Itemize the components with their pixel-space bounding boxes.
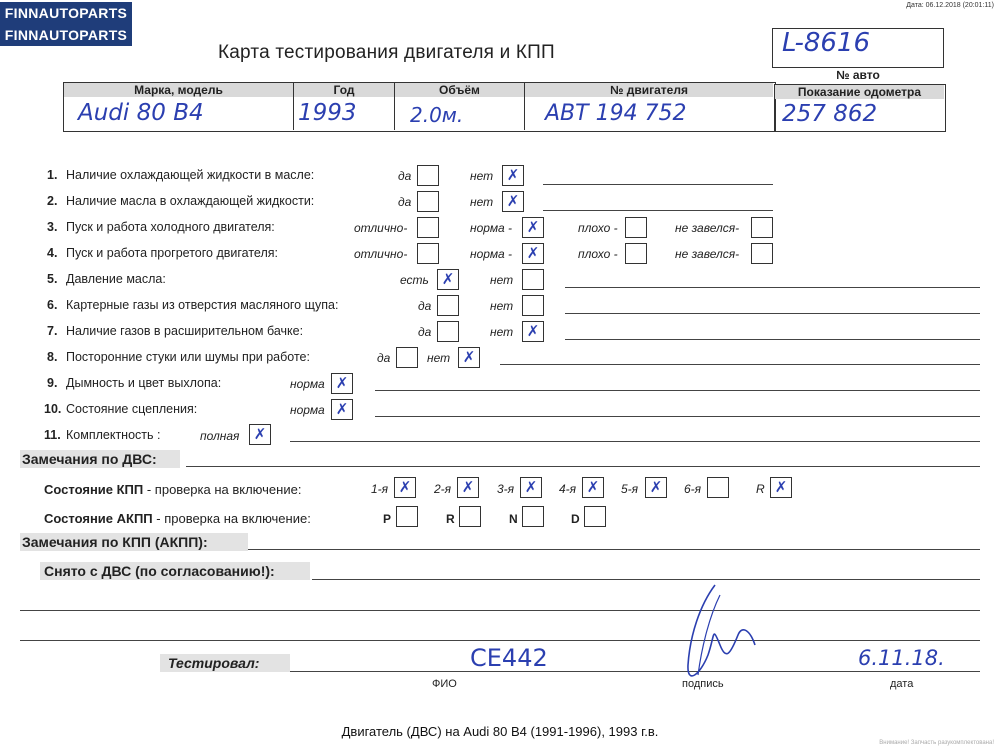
engine-remarks-label: Замечания по ДВС: (22, 451, 157, 467)
engine-number-value: ABT 194 752 (545, 101, 687, 126)
item-3-box-nostart[interactable] (751, 217, 773, 238)
fio-caption: ФИО (432, 678, 457, 690)
volume-value: 2.0м. (410, 103, 464, 127)
item-7-opt-no: нет (490, 325, 514, 339)
kpp-gear-5-box[interactable]: ✗ (645, 477, 667, 498)
year-value: 1993 (298, 100, 357, 126)
item-5-number: 5. (47, 272, 58, 286)
removed-label: Снято с ДВС (по согласованию!): (44, 563, 275, 579)
item-2-label: Наличие масла в охлаждающей жидкости: (66, 194, 315, 208)
item-2-number: 2. (47, 194, 58, 208)
kpp-gear-1-label: 1-я (371, 482, 389, 496)
item-5-label: Давление масла: (66, 272, 166, 286)
item-6-label: Картерные газы из отверстия масляного щупа: (66, 298, 339, 312)
akpp-mode-n-box[interactable] (522, 506, 544, 527)
item-8-box-no[interactable]: ✗ (458, 347, 480, 368)
item-5-note-line (565, 287, 980, 288)
kpp-gear-1-box[interactable]: ✗ (394, 477, 416, 498)
item-8-number: 8. (47, 350, 58, 364)
kpp-gear-r-label: R (756, 482, 765, 496)
akpp-mode-r-label: R (446, 512, 455, 526)
brand-logo-bottom: FINNAUTOPARTS (0, 24, 132, 46)
item-11-opt-full: полная (200, 429, 240, 443)
kpp-remarks-line (248, 549, 980, 550)
kpp-gear-2-label: 2-я (434, 482, 452, 496)
item-4-opt-bad: плохо - (578, 247, 618, 261)
item-4-number: 4. (47, 246, 58, 260)
auto-number-label: № авто (836, 68, 880, 82)
item-4-opt-excellent: отлично- (354, 247, 408, 261)
item-1-number: 1. (47, 168, 58, 182)
date-stamp: Дата: 06.12.2018 (20:01:11) (906, 2, 994, 9)
item-3-opt-normal: норма - (470, 221, 513, 235)
tester-fio-value: СЕ442 (470, 644, 548, 672)
item-1-opt-no: нет (470, 169, 494, 183)
col-engine-label: № двигателя (525, 83, 773, 97)
item-7-opt-yes: да (418, 325, 432, 339)
item-10-number: 10. (44, 402, 62, 416)
item-9-opt-normal: норма (290, 377, 325, 391)
item-4-label: Пуск и работа прогретого двигателя: (66, 246, 278, 260)
item-6-opt-yes: да (418, 299, 432, 313)
item-6-note-line (565, 313, 980, 314)
item-3-label: Пуск и работа холодного двигателя: (66, 220, 275, 234)
item-1-label: Наличие охлаждающей жидкости в масле: (66, 168, 315, 182)
item-2-note-line (543, 210, 773, 211)
item-10-label: Состояние сцепления: (66, 402, 198, 416)
item-2-box-no[interactable]: ✗ (502, 191, 524, 212)
akpp-mode-p-label: P (383, 512, 392, 526)
item-3-box-normal[interactable]: ✗ (522, 217, 544, 238)
col-year-label: Год (294, 83, 394, 97)
removed-line (312, 579, 980, 580)
item-11-label: Комплектность : (66, 428, 161, 442)
item-3-opt-nostart: не завелся- (675, 221, 740, 235)
item-11-box-full[interactable]: ✗ (249, 424, 271, 445)
item-3-box-excellent[interactable] (417, 217, 439, 238)
item-3-opt-excellent: отлично- (354, 221, 408, 235)
odometer-label: Показание одометра (775, 85, 944, 99)
item-2-opt-no: нет (470, 195, 494, 209)
item-8-box-yes[interactable] (396, 347, 418, 368)
blank-line-1 (20, 610, 980, 611)
akpp-label: Состояние АКПП - проверка на включение: (44, 511, 311, 526)
item-7-label: Наличие газов в расширительном бачке: (66, 324, 304, 338)
kpp-label: Состояние КПП - проверка на включение: (44, 482, 302, 497)
engine-remarks-line (186, 466, 980, 467)
odometer-value: 257 862 (782, 101, 878, 127)
item-4-box-normal[interactable]: ✗ (522, 243, 544, 264)
item-4-box-nostart[interactable] (751, 243, 773, 264)
akpp-mode-d-label: D (571, 512, 580, 526)
item-3-box-bad[interactable] (625, 217, 647, 238)
item-8-opt-yes: да (377, 351, 391, 365)
watermark-text: Внимание! Запчасть разукомплектована! (879, 740, 994, 746)
col-volume-label: Объём (395, 83, 524, 97)
item-4-opt-normal: норма - (470, 247, 513, 261)
item-3-opt-bad: плохо - (578, 221, 618, 235)
item-5-opt-no: нет (490, 273, 514, 287)
akpp-mode-n-label: N (509, 512, 518, 526)
item-5-opt-yes: есть (400, 273, 429, 287)
item-9-label: Дымность и цвет выхлопа: (66, 376, 222, 390)
akpp-mode-p-box[interactable] (396, 506, 418, 527)
kpp-gear-6-label: 6-я (684, 482, 702, 496)
item-6-box-yes[interactable] (437, 295, 459, 316)
kpp-gear-5-label: 5-я (621, 482, 639, 496)
brand-logo-top: FINNAUTOPARTS (0, 2, 132, 24)
akpp-mode-r-box[interactable] (459, 506, 481, 527)
item-4-opt-nostart: не завелся- (675, 247, 740, 261)
item-7-box-no[interactable]: ✗ (522, 321, 544, 342)
item-4-box-excellent[interactable] (417, 243, 439, 264)
kpp-gear-2-box[interactable]: ✗ (457, 477, 479, 498)
tested-label: Тестировал: (168, 655, 260, 671)
item-5-box-no[interactable] (522, 269, 544, 290)
item-2-box-yes[interactable] (417, 191, 439, 212)
item-8-label: Посторонние стуки или шумы при работе: (66, 350, 310, 364)
car-code-handwritten: L-8616 (782, 28, 871, 58)
date-caption: дата (890, 678, 914, 690)
item-8-opt-no: нет (427, 351, 451, 365)
item-1-note-line (543, 184, 773, 185)
kpp-gear-4-label: 4-я (559, 482, 577, 496)
kpp-gear-6-box[interactable] (707, 477, 729, 498)
item-9-number: 9. (47, 376, 58, 390)
item-6-box-no[interactable] (522, 295, 544, 316)
item-10-box-normal[interactable]: ✗ (331, 399, 353, 420)
item-2-opt-yes: да (398, 195, 412, 209)
photo-caption: Двигатель (ДВС) на Audi 80 B4 (1991-1996), 1993 г.в. (341, 724, 659, 739)
item-10-opt-normal: норма (290, 403, 325, 417)
col-make-label: Марка, модель (64, 83, 293, 97)
item-1-opt-yes: да (398, 169, 412, 183)
item-9-box-normal[interactable]: ✗ (331, 373, 353, 394)
page-title: Карта тестирования двигателя и КПП (218, 42, 555, 63)
kpp-gear-4-box[interactable]: ✗ (582, 477, 604, 498)
item-7-number: 7. (47, 324, 58, 338)
item-4-box-bad[interactable] (625, 243, 647, 264)
item-10-note-line (375, 416, 980, 417)
signature-caption: подпись (682, 678, 724, 690)
item-1-box-yes[interactable] (417, 165, 439, 186)
kpp-gear-3-label: 3-я (497, 482, 515, 496)
kpp-remarks-label: Замечания по КПП (АКПП): (22, 534, 208, 550)
item-7-box-yes[interactable] (437, 321, 459, 342)
item-5-box-yes[interactable]: ✗ (437, 269, 459, 290)
item-6-opt-no: нет (490, 299, 514, 313)
item-11-number: 11. (44, 428, 61, 442)
kpp-gear-r-box[interactable]: ✗ (770, 477, 792, 498)
item-7-note-line (565, 339, 980, 340)
item-8-note-line (500, 364, 980, 365)
make-value: Audi 80 B4 (78, 100, 204, 126)
tested-line (290, 671, 980, 672)
item-6-number: 6. (47, 298, 58, 312)
item-1-box-no[interactable]: ✗ (502, 165, 524, 186)
item-11-note-line (290, 441, 980, 442)
akpp-mode-d-box[interactable] (584, 506, 606, 527)
item-9-note-line (375, 390, 980, 391)
signature-drawing (660, 575, 770, 695)
kpp-gear-3-box[interactable]: ✗ (520, 477, 542, 498)
tested-date-value: 6.11.18. (858, 646, 945, 670)
blank-line-2 (20, 640, 980, 641)
item-3-number: 3. (47, 220, 58, 234)
